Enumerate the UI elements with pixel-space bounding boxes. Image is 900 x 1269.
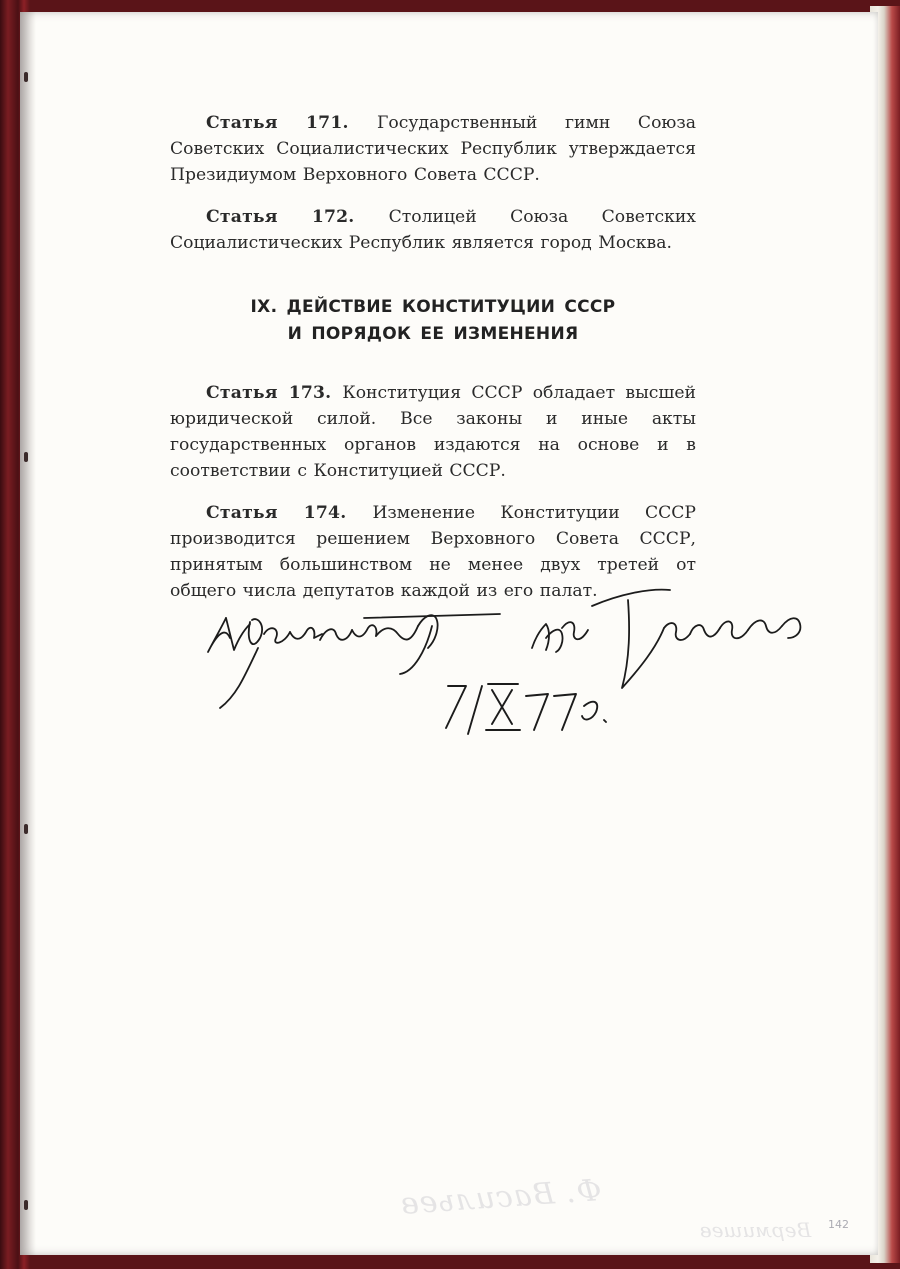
article-number: Статья 173. [206,383,343,403]
binding-stitch [24,452,28,462]
article-text: Конституция СССР обладает высшей юридической силой. Все законы и иные акты государственных органов издаются на основе и в соответствии с Конституцией СССР. [170,383,696,481]
document-page [20,12,878,1255]
article-text: Столицей Союза Советских Социалистических Республик является город Москва. [170,207,696,253]
article-number: Статья 172. [206,207,389,227]
signature-right-text: М.Георгадзе [540,744,547,745]
signature-date [446,684,606,734]
section-title-line-1: IX. ДЕЙСТВИЕ КОНСТИТУЦИИ СССР [250,297,616,317]
signature-left-text: Л.Брежнев [210,744,216,745]
binding-stitch [24,824,28,834]
section-title-line-2: И ПОРЯДОК ЕЕ ИЗМЕНЕНИЯ [287,324,579,344]
article-text: Государственный гимн Союза Советских Социалистических Республик утверждается Президиумом Верховного Совета СССР. [170,113,696,185]
bleed-through-text: Ф. Васильев [399,1173,603,1222]
bleed-through-mark: Вермишев [700,1218,812,1242]
article-171 [170,110,696,188]
signatures-block [200,578,820,748]
binding-stitch [24,1200,28,1210]
handwritten-signatures [200,578,820,748]
binding-stitch [24,72,28,82]
article-number: Статья 171. [206,113,378,133]
article-172 [170,204,696,256]
binding-shadow [20,12,36,1255]
article-text: Изменение Конституции СССР производится решением Верховного Совета СССР, принятым большинством не менее двух третей от общего числа депутатов каждой из его палат. [170,503,696,601]
signature-date-text: 7/X 77г. [450,744,455,745]
page-number: 142 [828,1218,849,1231]
page-content [170,110,696,620]
signature-left [208,614,500,708]
article-173 [170,380,696,484]
article-number: Статья 174. [206,503,373,523]
section-title [170,294,696,348]
signature-right [532,590,800,688]
